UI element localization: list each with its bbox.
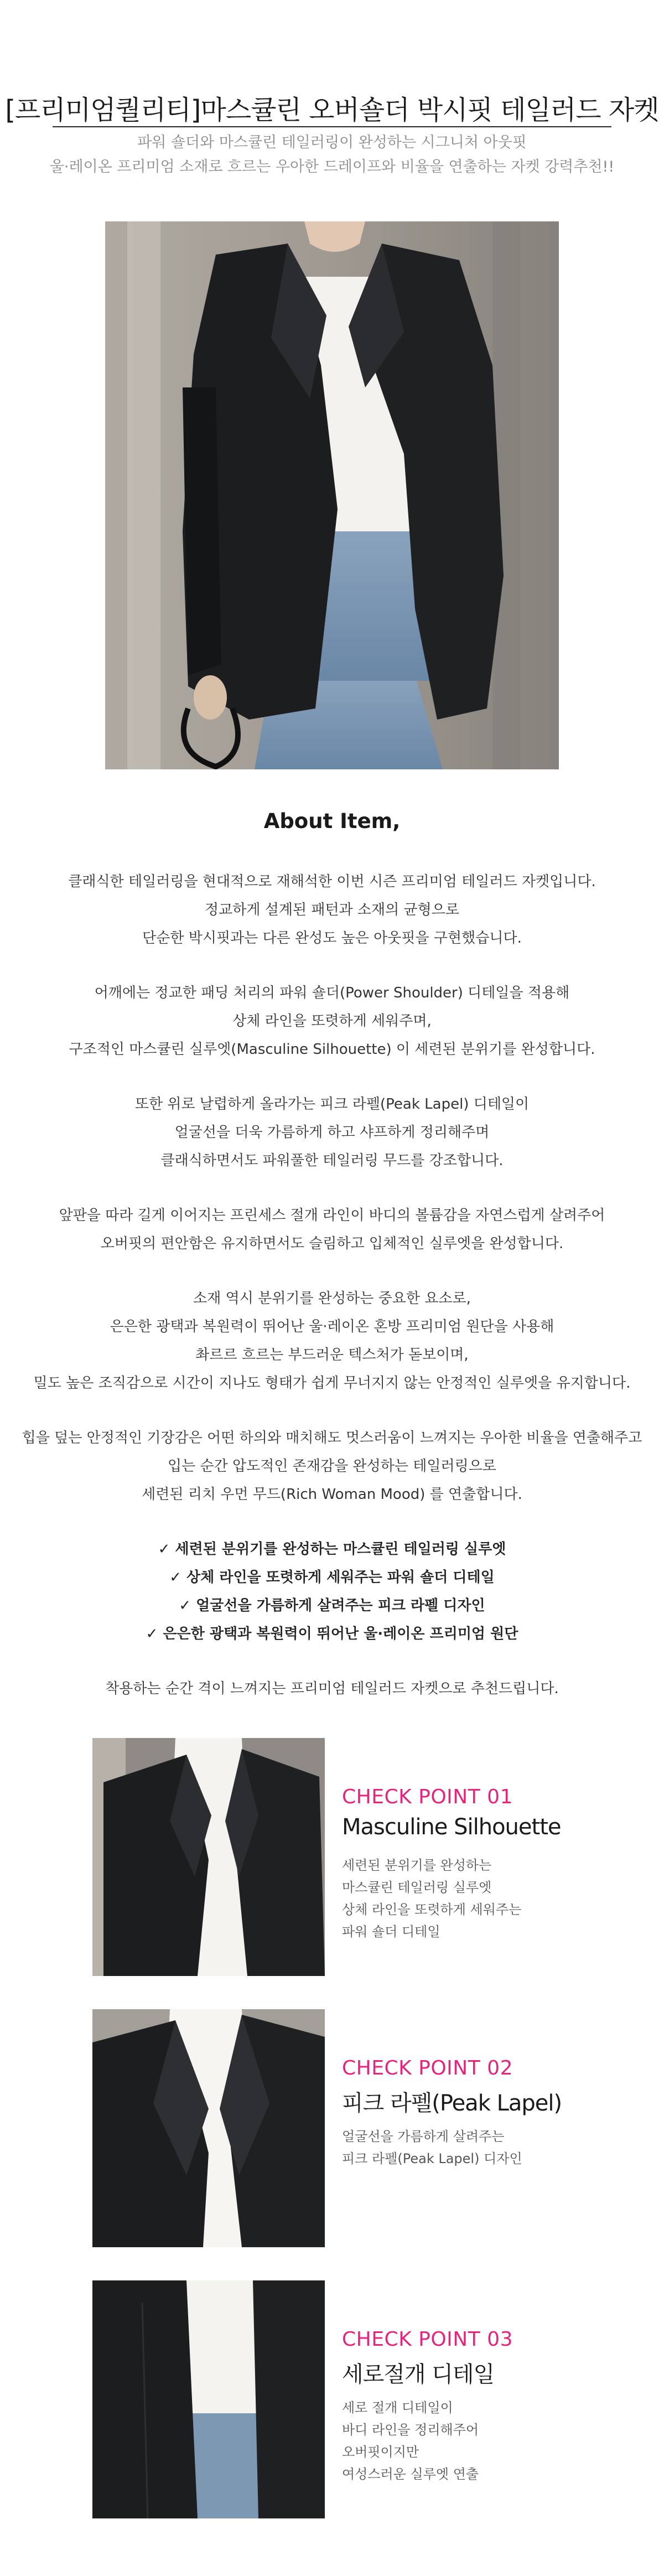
check-point-3-desc-line-3: 오버핏이지만 <box>342 2444 419 2460</box>
check-point-2-desc-line-2: 피크 라펠(Peak Lapel) 디자인 <box>342 2151 522 2166</box>
about-paragraph-1-line-1: 클래식한 테일러링을 현대적으로 재해석한 이번 시즌 프리미엄 테일러드 자켓입니다. <box>68 873 596 890</box>
feature-check-4: ✓ 은은한 광택과 복원력이 뛰어난 울·레이온 프리미엄 원단 <box>146 1626 518 1642</box>
about-paragraph-1-line-2: 정교하게 설계된 패턴과 소재의 균형으로 <box>204 902 460 918</box>
about-paragraph-4-line-1: 앞판을 따라 길게 이어지는 프린세스 절개 라인이 바디의 볼륨감을 자연스럽게 살려주어 <box>59 1207 605 1224</box>
check-point-1-label: CHECK POINT 01 <box>342 1786 513 1808</box>
check-point-3-desc-line-1: 세로 절개 디테일이 <box>342 2400 453 2415</box>
hero-product-photo <box>105 221 559 769</box>
check-point-1-photo <box>92 1738 325 1976</box>
check-point-1-desc-line-3: 상체 라인을 또렷하게 세워주는 <box>342 1902 522 1917</box>
about-paragraph-4-line-2: 오버핏의 편안함은 유지하면서도 슬림하고 입체적인 실루엣을 완성합니다. <box>100 1235 564 1252</box>
feature-check-3: ✓ 얼굴선을 가름하게 살려주는 피크 라펠 디자인 <box>179 1597 485 1614</box>
about-paragraph-3-line-3: 클래식하면서도 파워풀한 테일러링 무드를 강조합니다. <box>160 1152 504 1169</box>
check-point-2-desc-line-1: 얼굴선을 가름하게 살려주는 <box>342 2129 505 2144</box>
check-point-1-title: Masculine Silhouette <box>342 1814 561 1840</box>
check-point-2-title: 피크 라펠(Peak Lapel) <box>342 2091 562 2116</box>
about-item-heading: About Item, <box>263 809 401 833</box>
check-point-1-desc-line-2: 마스큘린 테일러링 실루엣 <box>342 1880 492 1895</box>
about-paragraph-6-line-3: 세련된 리치 우먼 무드(Rich Woman Mood) 를 연출합니다. <box>142 1486 522 1503</box>
about-paragraph-2-line-2: 상체 라인을 또렷하게 세워주며, <box>232 1013 432 1030</box>
about-paragraph-5-line-3: 촤르르 흐르는 부드러운 텍스처가 돋보이며, <box>195 1347 469 1363</box>
about-paragraph-3-line-1: 또한 위로 날렵하게 올라가는 피크 라펠(Peak Lapel) 디테일이 <box>134 1096 530 1113</box>
title-divider <box>53 126 611 127</box>
product-subtitle-line-2: 울·레이온 프리미엄 소재로 흐르는 우아한 드레이프와 비율을 연출하는 자켓 강력추천!! <box>49 158 615 175</box>
about-paragraph-1-line-3: 단순한 박시핏과는 다른 완성도 높은 아웃핏을 구현했습니다. <box>142 930 522 946</box>
check-point-3-photo <box>92 2280 325 2518</box>
about-paragraph-3-line-2: 얼굴선을 더욱 가름하게 하고 샤프하게 정리해주며 <box>174 1124 490 1141</box>
about-paragraph-5-line-1: 소재 역시 분위기를 완성하는 중요한 요소로, <box>193 1290 471 1307</box>
check-point-2-illustration <box>92 2009 325 2247</box>
check-point-2-label: CHECK POINT 02 <box>342 2057 513 2080</box>
check-point-1-desc-line-1: 세련된 분위기를 완성하는 <box>342 1858 492 1873</box>
about-paragraph-2-line-1: 어깨에는 정교한 패딩 처리의 파워 숄더(Power Shoulder) 디테일을 적용해 <box>94 985 570 1001</box>
check-point-1-desc-line-4: 파워 숄더 디테일 <box>342 1924 440 1939</box>
check-point-3-desc-line-4: 여성스러운 실루엣 연출 <box>342 2466 479 2482</box>
product-title: [프리미엄퀄리티]마스큘린 오버숄더 박시핏 테일러드 자켓 <box>5 95 659 126</box>
about-paragraph-2-line-3: 구조적인 마스큘린 실루엣(Masculine Silhouette) 이 세련된 분위기를 완성합니다. <box>69 1041 595 1058</box>
check-point-1-illustration <box>92 1738 325 1976</box>
check-point-2-photo <box>92 2009 325 2247</box>
about-paragraph-6-line-1: 힙을 덮는 안정적인 기장감은 어떤 하의와 매치해도 멋스러움이 느껴지는 우아한 비율을 연출해주고 <box>22 1430 642 1446</box>
about-paragraph-6-line-2: 입는 순간 압도적인 존재감을 완성하는 테일러링으로 <box>168 1458 496 1475</box>
check-point-3-illustration <box>92 2280 325 2518</box>
hero-photo-illustration <box>105 221 559 769</box>
check-point-3-label: CHECK POINT 03 <box>342 2328 513 2351</box>
about-paragraph-5-line-2: 은은한 광택과 복원력이 뛰어난 울·레이온 혼방 프리미엄 원단을 사용해 <box>110 1318 554 1335</box>
feature-check-1: ✓ 세련된 분위기를 완성하는 마스큘린 테일러링 실루엣 <box>158 1541 506 1558</box>
feature-check-2: ✓ 상체 라인을 또렷하게 세워주는 파워 숄더 디테일 <box>169 1569 495 1586</box>
about-closing: 착용하는 순간 격이 느껴지는 프리미엄 테일러드 자켓으로 추천드립니다. <box>105 1680 559 1697</box>
about-paragraph-5-line-4: 밀도 높은 조직감으로 시간이 지나도 형태가 쉽게 무너지지 않는 안정적인 실루엣을 유지합니다. <box>33 1375 631 1392</box>
check-point-3-title: 세로절개 디테일 <box>342 2362 495 2387</box>
product-subtitle-line-1: 파워 숄더와 마스큘린 테일러링이 완성하는 시그니처 아웃핏 <box>137 134 527 151</box>
check-point-3-desc-line-2: 바디 라인을 정리해주어 <box>342 2422 479 2438</box>
